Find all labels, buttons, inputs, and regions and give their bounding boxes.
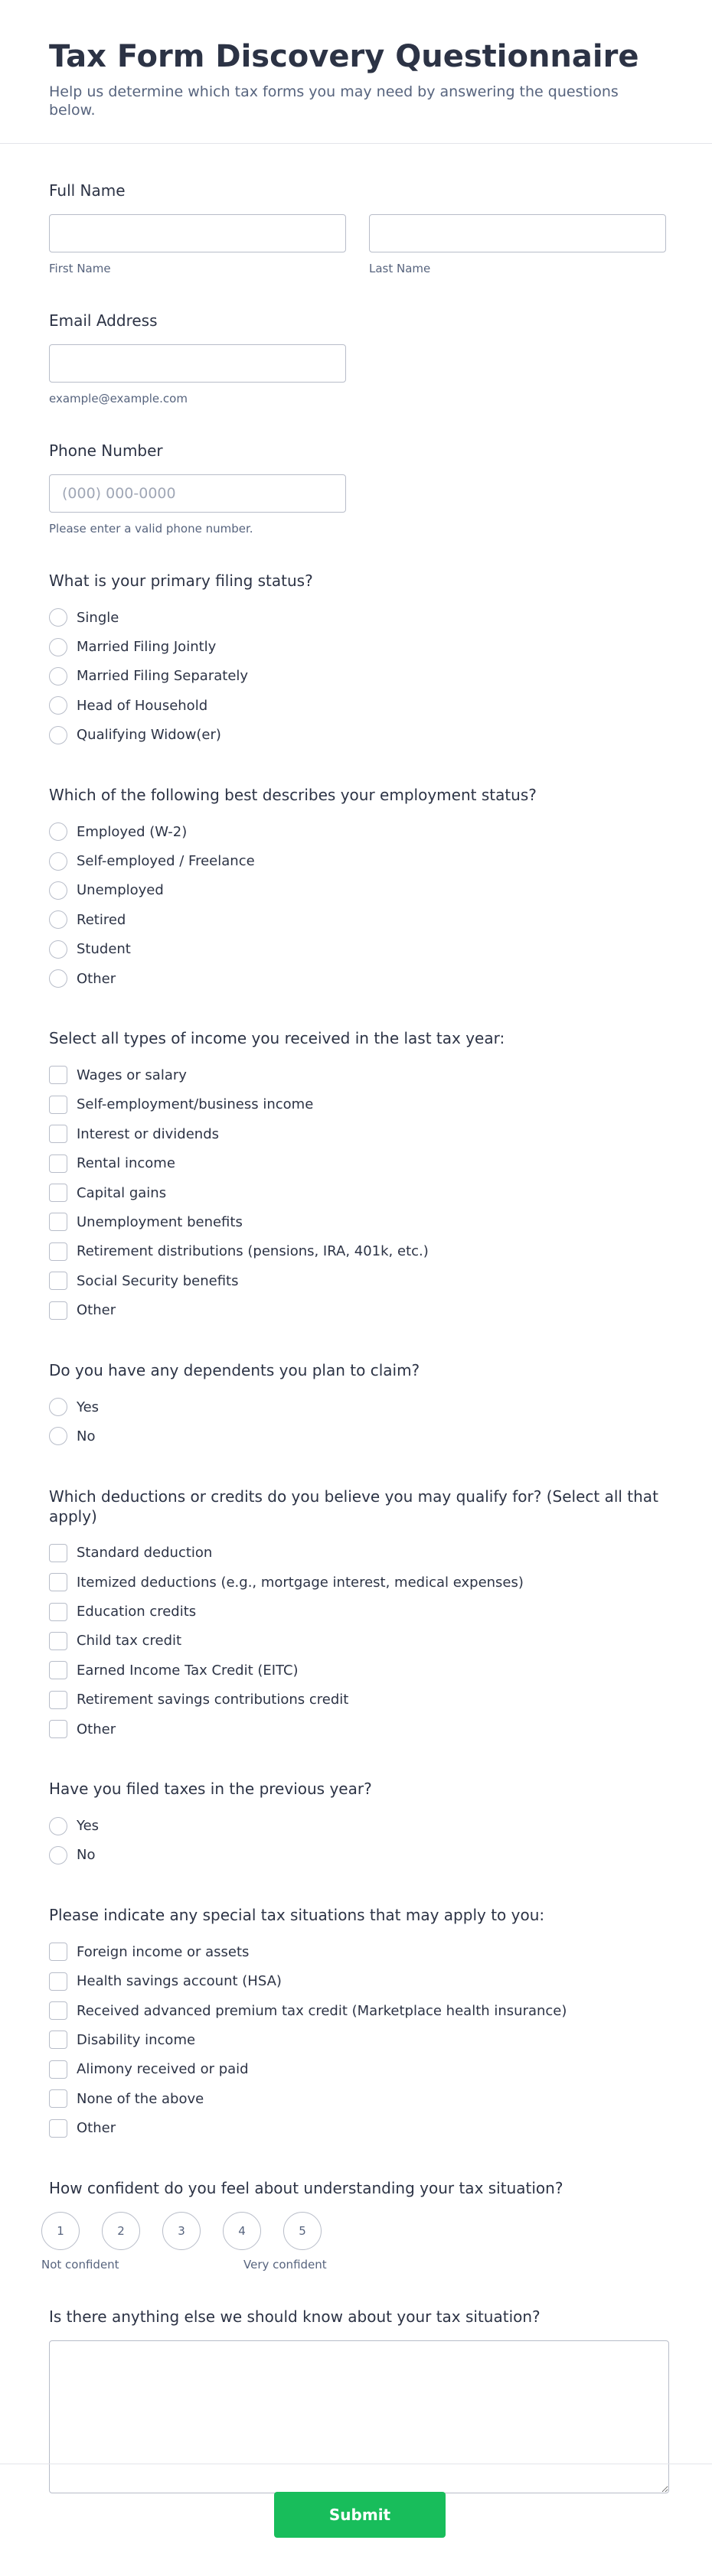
checkbox-option[interactable] xyxy=(49,1715,663,1744)
option-label: No xyxy=(77,1847,96,1864)
checkbox-option[interactable] xyxy=(49,1295,663,1324)
option-label: Social Security benefits xyxy=(77,1272,239,1289)
option-label: Single xyxy=(77,609,119,626)
option-label: Disability income xyxy=(77,2031,196,2048)
radio-option[interactable] xyxy=(49,691,663,720)
phone-question xyxy=(49,441,663,536)
checkbox-box[interactable] xyxy=(49,2060,67,2079)
checkbox-box[interactable] xyxy=(49,1691,67,1709)
filing-status-question xyxy=(49,571,663,750)
dependents-question xyxy=(49,1360,663,1451)
checkbox-option[interactable] xyxy=(49,1148,663,1177)
checkbox-option[interactable] xyxy=(49,1237,663,1266)
option-label: Other xyxy=(77,2120,116,2137)
option-label: Alimony received or paid xyxy=(77,2061,249,2078)
phone-label: Phone Number xyxy=(49,441,163,460)
scale-option-4[interactable]: 4 xyxy=(223,2212,261,2250)
radio-option[interactable] xyxy=(49,935,663,964)
checkbox-option[interactable] xyxy=(49,1685,663,1715)
checkbox-option[interactable] xyxy=(49,1597,663,1626)
scale-option-2[interactable]: 2 xyxy=(102,2212,140,2250)
radio-option[interactable] xyxy=(49,662,663,691)
checkbox-option[interactable] xyxy=(49,1539,663,1568)
checkbox-box[interactable] xyxy=(49,1125,67,1143)
deductions-options xyxy=(49,1539,663,1744)
radio-circle[interactable] xyxy=(49,667,67,686)
checkbox-option[interactable] xyxy=(49,1178,663,1207)
checkbox-box[interactable] xyxy=(49,1154,67,1173)
radio-circle[interactable] xyxy=(49,910,67,929)
scale-option-5[interactable]: 5 xyxy=(283,2212,322,2250)
checkbox-box[interactable] xyxy=(49,1096,67,1114)
checkbox-box[interactable] xyxy=(49,1972,67,1991)
option-label: Other xyxy=(77,1302,116,1319)
checkbox-box[interactable] xyxy=(49,1213,67,1231)
checkbox-box[interactable] xyxy=(49,1573,67,1591)
radio-circle[interactable] xyxy=(49,822,67,841)
option-label: Self-employed / Freelance xyxy=(77,853,255,870)
radio-circle[interactable] xyxy=(49,1427,67,1445)
employment-label: Which of the following best describes your employment status? xyxy=(49,785,537,804)
radio-circle[interactable] xyxy=(49,1817,67,1835)
special-situations-options xyxy=(49,1937,663,2143)
radio-circle[interactable] xyxy=(49,881,67,900)
checkbox-option[interactable] xyxy=(49,1060,663,1089)
checkbox-box[interactable] xyxy=(49,1661,67,1679)
option-label: Education credits xyxy=(77,1604,197,1620)
scale-labels xyxy=(41,2258,348,2272)
option-label: Earned Income Tax Credit (EITC) xyxy=(77,1662,299,1679)
income-label: Select all types of income you received in the last tax year: xyxy=(49,1029,505,1048)
email-question xyxy=(49,311,663,405)
filing-status-label: What is your primary filing status? xyxy=(49,572,313,590)
checkbox-option[interactable] xyxy=(49,1967,663,1996)
option-label: Yes xyxy=(77,1399,100,1415)
radio-option[interactable] xyxy=(49,964,663,993)
radio-option[interactable] xyxy=(49,1841,663,1870)
deductions-question xyxy=(49,1487,663,1744)
checkbox-option[interactable] xyxy=(49,1656,663,1685)
checkbox-box[interactable] xyxy=(49,1943,67,1961)
previous-year-options xyxy=(49,1811,663,1870)
form-header xyxy=(0,0,712,144)
special-situations-question xyxy=(49,1905,663,2143)
radio-circle[interactable] xyxy=(49,1846,67,1864)
checkbox-option[interactable] xyxy=(49,2055,663,2084)
confidence-scale xyxy=(41,2212,663,2250)
option-label: Itemized deductions (e.g., mortgage interest, medical expenses) xyxy=(77,1574,524,1591)
option-label: Health savings account (HSA) xyxy=(77,1973,282,1990)
radio-circle[interactable] xyxy=(49,940,67,959)
checkbox-option[interactable] xyxy=(49,2113,663,2142)
checkbox-option[interactable] xyxy=(49,2084,663,2113)
phone-input[interactable] xyxy=(49,474,346,513)
checkbox-box[interactable] xyxy=(49,2089,67,2108)
submit-button[interactable]: Submit xyxy=(274,2492,446,2538)
employment-question xyxy=(49,785,663,993)
previous-year-question xyxy=(49,1779,663,1870)
scale-option-1[interactable]: 1 xyxy=(41,2212,80,2250)
checkbox-box[interactable] xyxy=(49,1272,67,1290)
form-body xyxy=(0,181,712,2496)
radio-circle[interactable] xyxy=(49,1398,67,1416)
radio-circle[interactable] xyxy=(49,726,67,744)
checkbox-box[interactable] xyxy=(49,1301,67,1320)
option-label: Received advanced premium tax credit (Marketplace health insurance) xyxy=(77,2002,567,2019)
employment-options xyxy=(49,817,663,993)
first-name-sublabel: First Name xyxy=(49,262,111,275)
option-label: Unemployed xyxy=(77,882,164,899)
option-label: None of the above xyxy=(77,2090,204,2107)
form-subtitle: Help us determine which tax forms you may need by answering the questions below. xyxy=(49,83,619,119)
radio-option[interactable] xyxy=(49,905,663,934)
option-label: Self-employment/business income xyxy=(77,1096,314,1113)
comments-label: Is there anything else we should know about your tax situation? xyxy=(49,2307,541,2326)
email-sublabel: example@example.com xyxy=(49,392,188,405)
checkbox-option[interactable] xyxy=(49,2025,663,2054)
previous-year-label: Have you filed taxes in the previous year? xyxy=(49,1780,372,1799)
option-label: Yes xyxy=(77,1818,100,1835)
option-label: Capital gains xyxy=(77,1184,167,1201)
option-label: Rental income xyxy=(77,1155,175,1172)
email-label: Email Address xyxy=(49,311,158,330)
first-name-input[interactable] xyxy=(49,214,346,252)
radio-option[interactable] xyxy=(49,721,663,750)
option-label: Qualifying Widow(er) xyxy=(77,727,221,744)
form-footer xyxy=(0,2464,712,2576)
option-label: Retirement savings contributions credit xyxy=(77,1692,349,1708)
full-name-label: Full Name xyxy=(49,181,126,200)
last-name-sublabel: Last Name xyxy=(369,262,431,275)
phone-sublabel: Please enter a valid phone number. xyxy=(49,522,253,536)
option-label: Foreign income or assets xyxy=(77,1943,250,1960)
option-label: Other xyxy=(77,1721,116,1737)
checkbox-option[interactable] xyxy=(49,1996,663,2025)
scale-option-3[interactable]: 3 xyxy=(162,2212,201,2250)
radio-option[interactable] xyxy=(49,1811,663,1840)
last-name-input[interactable] xyxy=(369,214,666,252)
checkbox-box[interactable] xyxy=(49,2001,67,2020)
option-label: Married Filing Separately xyxy=(77,668,249,685)
radio-circle[interactable] xyxy=(49,638,67,656)
filing-status-options xyxy=(49,603,663,750)
checkbox-option[interactable] xyxy=(49,1266,663,1295)
option-label: Retirement distributions (pensions, IRA, 401k, etc.) xyxy=(77,1243,429,1260)
income-options xyxy=(49,1060,663,1325)
radio-circle[interactable] xyxy=(49,696,67,715)
checkbox-box[interactable] xyxy=(49,1544,67,1562)
option-label: Married Filing Jointly xyxy=(77,639,217,656)
option-label: Standard deduction xyxy=(77,1545,213,1562)
checkbox-box[interactable] xyxy=(49,1066,67,1084)
email-input[interactable] xyxy=(49,344,346,383)
checkbox-box[interactable] xyxy=(49,2119,67,2138)
option-label: Wages or salary xyxy=(77,1067,187,1083)
radio-option[interactable] xyxy=(49,817,663,846)
option-label: Unemployment benefits xyxy=(77,1213,243,1230)
checkbox-option[interactable] xyxy=(49,1937,663,1966)
form-title: Tax Form Discovery Questionnaire xyxy=(49,39,639,74)
option-label: No xyxy=(77,1428,96,1444)
radio-circle[interactable] xyxy=(49,852,67,871)
checkbox-box[interactable] xyxy=(49,1632,67,1650)
checkbox-box[interactable] xyxy=(49,2031,67,2049)
checkbox-option[interactable] xyxy=(49,1627,663,1656)
radio-option[interactable] xyxy=(49,1422,663,1451)
special-situations-label: Please indicate any special tax situations that may apply to you: xyxy=(49,1906,545,1925)
radio-circle[interactable] xyxy=(49,969,67,988)
checkbox-box[interactable] xyxy=(49,1184,67,1202)
option-label: Employed (W-2) xyxy=(77,823,188,840)
dependents-label: Do you have any dependents you plan to claim? xyxy=(49,1360,420,1379)
checkbox-option[interactable] xyxy=(49,1207,663,1236)
scale-high-label: Very confident xyxy=(243,2257,327,2272)
radio-option[interactable] xyxy=(49,632,663,661)
confidence-question xyxy=(41,2178,663,2272)
confidence-label: How confident do you feel about understanding your tax situation? xyxy=(49,2178,563,2197)
radio-option[interactable] xyxy=(49,876,663,905)
checkbox-option[interactable] xyxy=(49,1119,663,1148)
full-name-question xyxy=(49,181,663,275)
checkbox-box[interactable] xyxy=(49,1720,67,1738)
income-question xyxy=(49,1028,663,1325)
radio-option[interactable] xyxy=(49,603,663,632)
option-label: Retired xyxy=(77,911,126,928)
option-label: Head of Household xyxy=(77,697,208,714)
radio-option[interactable] xyxy=(49,846,663,875)
checkbox-box[interactable] xyxy=(49,1603,67,1621)
deductions-label: Which deductions or credits do you believe you may qualify for? (Select all that apply) xyxy=(49,1487,658,1526)
radio-option[interactable] xyxy=(49,1392,663,1422)
option-label: Child tax credit xyxy=(77,1633,182,1649)
option-label: Other xyxy=(77,970,116,987)
option-label: Interest or dividends xyxy=(77,1125,220,1142)
option-label: Student xyxy=(77,941,131,958)
scale-low-label: Not confident xyxy=(41,2257,119,2272)
checkbox-option[interactable] xyxy=(49,1568,663,1597)
checkbox-box[interactable] xyxy=(49,1242,67,1261)
radio-circle[interactable] xyxy=(49,608,67,627)
dependents-options xyxy=(49,1392,663,1451)
checkbox-option[interactable] xyxy=(49,1090,663,1119)
